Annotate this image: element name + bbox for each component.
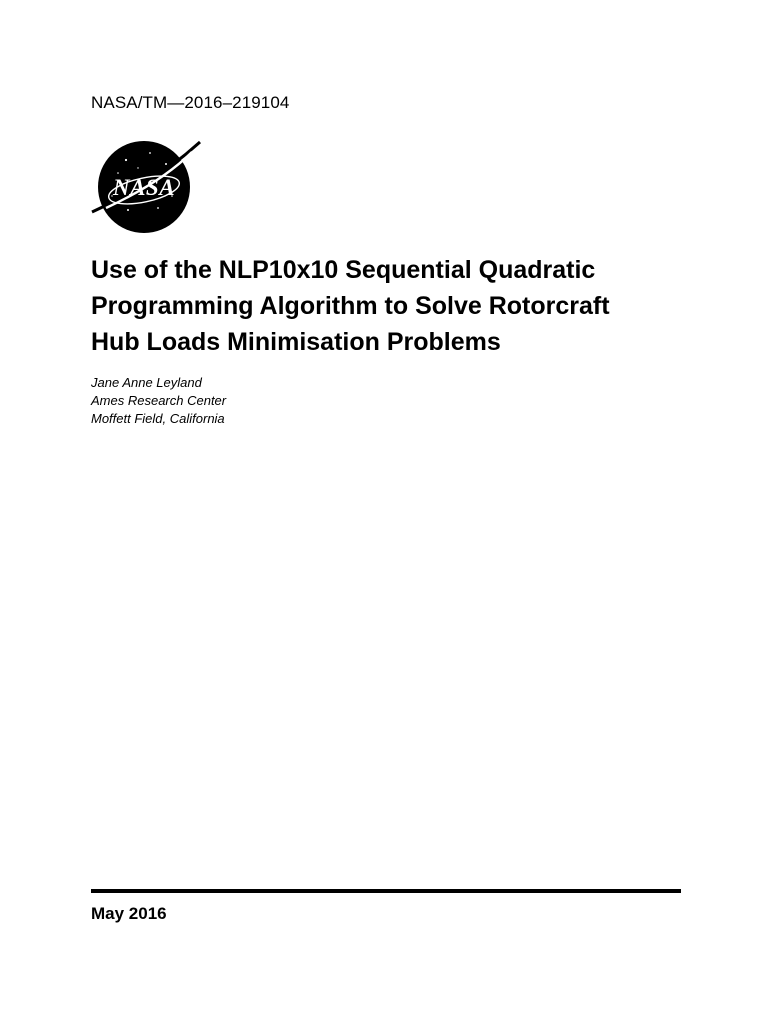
title-line: Use of the NLP10x10 Sequential Quadratic [91,256,596,284]
author-block [91,374,226,428]
horizontal-rule [91,889,681,893]
publication-date: May 2016 [91,904,167,923]
title-line: Hub Loads Minimisation Problems [91,328,501,356]
author-name: Jane Anne Leyland [91,375,202,390]
document-title [91,252,731,360]
nasa-meatball-logo-icon [88,138,206,236]
author-location: Moffett Field, California [91,411,225,426]
logo-wordmark: NASA [112,175,176,200]
title-line: Programming Algorithm to Solve Rotorcraft [91,292,610,320]
author-organization: Ames Research Center [91,393,227,408]
report-number: NASA/TM—2016–219104 [91,93,290,112]
